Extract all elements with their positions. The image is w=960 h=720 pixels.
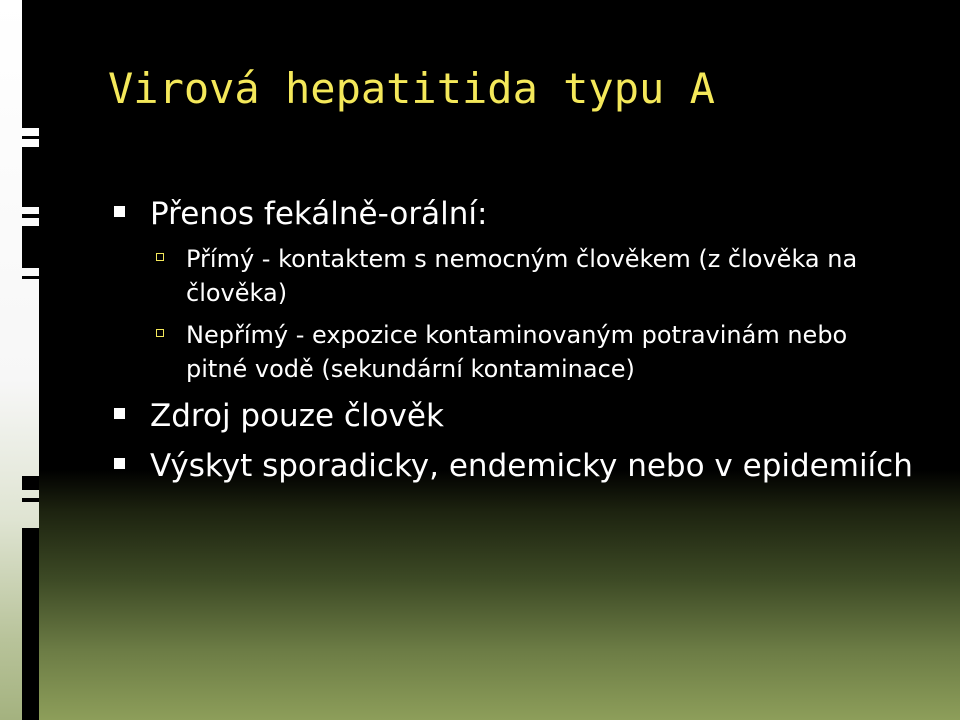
slide-title: Virová hepatitida typu A: [108, 64, 715, 113]
decor-bars: [22, 0, 39, 720]
bullet-text: Zdroj pouze člověk: [150, 398, 444, 434]
bullet-item: [114, 394, 914, 438]
hollow-square-icon: [156, 329, 164, 337]
bullet-item: [114, 444, 914, 488]
sub-bullet-text: Přímý - kontaktem s nemocným člověkem (z člověka na člověka): [186, 245, 858, 307]
bullet-text: Výskyt sporadicky, endemicky nebo v epidemiích: [150, 448, 913, 484]
filled-square-icon: [114, 408, 125, 419]
hollow-square-icon: [156, 253, 164, 261]
bullet-text: Přenos fekálně-orální:: [150, 196, 488, 232]
sub-bullet-item: [114, 318, 914, 386]
sub-bullet-item: [114, 242, 914, 310]
sub-bullet-list: [114, 242, 914, 386]
sub-bullet-text: Nepřímý - expozice kontaminovaným potravinám nebo pitné vodě (sekundární kontaminace): [186, 321, 848, 383]
filled-square-icon: [114, 206, 125, 217]
filled-square-icon: [114, 458, 125, 469]
bullet-item: [114, 192, 914, 236]
slide-body: [114, 192, 914, 494]
